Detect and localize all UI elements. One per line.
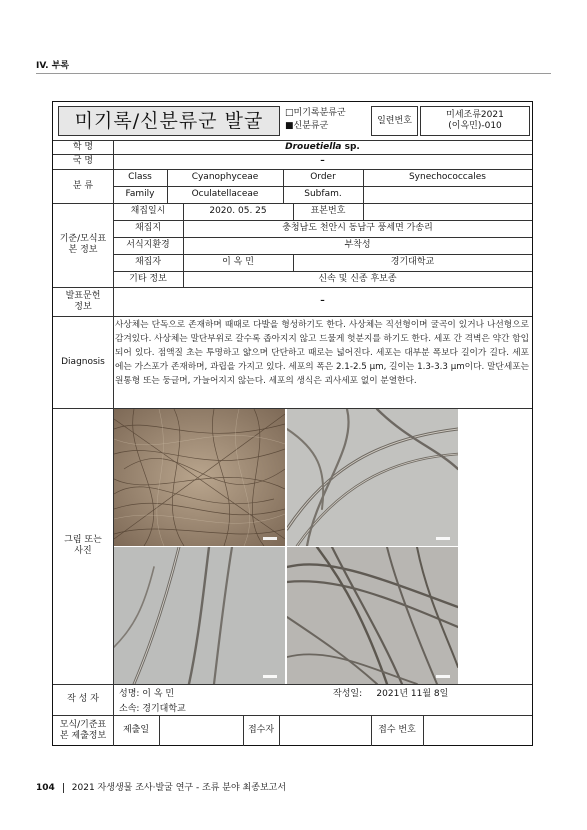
submission-date-value[interactable]: [159, 715, 243, 746]
category-options: [285, 107, 365, 137]
order-value: Synechococcales: [408, 172, 487, 182]
option-new-taxon[interactable]: ■신분류군: [285, 121, 329, 131]
diagnosis-text: 사상체는 단독으로 존재하며 때때로 다발을 형성하기도 한다. 사상체는 직선형이며 굴곡이 있거나 나선형으로 감겨있다. 사상체는 말단부위로 갈수록 좁아지지 않고 드물게 헛분지를 하기도 한다. 세포 간 격벽은 약간 함입되어 있다. 점액질 초는 투명하고 얇으며 단단하고 때로는 넓어진다. 세포는 대부분 폭보다 길이가 길다. 세포에는 가스포가 존재하며, 과립을 가지고 있다. 세포의 폭은 2.1-2.5 μm, 길이는 1.3-3.3 μm이다. 말단세포는 원통형 또는 둥글며, 가늘어지지 않는다. 세포의 생식은 괴사세포 없이 분열한다.: [115, 320, 529, 386]
scientific-name-value: Drouetiella sp.: [285, 141, 360, 152]
page-number: 104: [36, 783, 55, 793]
scale-bar: [436, 675, 450, 678]
diagnosis-label: Diagnosis: [61, 356, 105, 367]
footer-separator: [63, 783, 64, 793]
collector-value: 이 옥 민: [222, 257, 254, 267]
class-value: Cyanophyceae: [191, 172, 259, 182]
form-title: 미기록/신분류군 발굴: [58, 106, 280, 136]
korean-name-label: 국 명: [72, 156, 94, 166]
scale-bar: [263, 675, 277, 678]
collection-date-label: 채집일시: [130, 206, 166, 216]
submission-date-label: 제출일: [122, 725, 150, 735]
filament-tangle-image: [114, 409, 285, 546]
habitat-label: 서식지환경: [126, 240, 170, 250]
discovery-form: [52, 101, 533, 746]
publication-value: –: [320, 296, 325, 306]
author-date: 작성일: 2021년 11월 8일: [333, 689, 449, 699]
author-name: 성명: 이 옥 민: [119, 689, 175, 699]
micrograph-photo-4: [287, 547, 458, 684]
classification-label: 분 류: [72, 180, 94, 191]
subfamily-label: Subfam.: [304, 189, 342, 199]
specimen-number-value: [363, 203, 532, 220]
micrograph-photo-3: [114, 547, 285, 684]
collection-site-value: 충청남도 천안시 동남구 풍세면 가송리: [282, 223, 433, 233]
option-unrecorded-taxon[interactable]: □미기록분류군: [285, 108, 346, 118]
collector-affiliation: 경기대학교: [390, 257, 435, 267]
collector-label: 채집자: [134, 257, 162, 267]
scientific-name-genus: Drouetiella: [285, 141, 342, 152]
receipt-number-label: 접수 번호: [378, 725, 416, 735]
author-affiliation: 소속: 경기대학교: [119, 704, 186, 714]
korean-name-value: –: [320, 156, 325, 166]
figure-label: 그림 또는 사진: [64, 535, 102, 556]
family-label: Family: [125, 189, 155, 199]
straight-filaments-image: [114, 547, 285, 684]
specimen-info-label: 기준/모식표 본 정보: [59, 234, 107, 255]
header-divider: [36, 73, 551, 74]
micrograph-photo-1: [114, 409, 285, 546]
curved-filaments-image: [287, 409, 458, 546]
scale-bar: [436, 537, 450, 540]
specimen-number-label: 표본번호: [310, 206, 346, 216]
author-label: 작 성 자: [67, 694, 99, 704]
habitat-value: 부착성: [344, 240, 371, 250]
footer-title: 2021 자생생물 조사·발굴 연구 - 조류 분야 최종보고서: [71, 783, 287, 793]
scientific-name-label: 학 명: [72, 141, 94, 152]
filament-bundle-image: [287, 547, 458, 684]
scale-bar: [263, 537, 277, 540]
page-footer: [36, 780, 286, 793]
collection-date-value: 2020. 05. 25: [209, 206, 267, 216]
submission-info-label: 모식/기준표 본 제출정보: [59, 719, 107, 741]
serial-number-value: 미세조류2021 (이옥민)-010: [420, 106, 530, 136]
page-header: IV. 부록: [36, 61, 70, 71]
subfamily-value: [363, 186, 532, 203]
receipt-number-value[interactable]: [423, 715, 532, 746]
collection-site-label: 채집지: [134, 223, 162, 233]
receiver-value[interactable]: [279, 715, 371, 746]
micrograph-photo-2: [287, 409, 458, 546]
publication-label: 발표문헌 정보: [65, 290, 101, 312]
family-value: Oculatellaceae: [191, 189, 259, 199]
class-label: Class: [128, 172, 152, 182]
other-info-value: 신속 및 신종 후보종: [318, 273, 397, 284]
other-info-label: 기타 정보: [129, 273, 167, 284]
serial-number-label: 일련번호: [371, 106, 418, 136]
receiver-label: 접수자: [247, 725, 275, 735]
order-label: Order: [310, 172, 336, 182]
